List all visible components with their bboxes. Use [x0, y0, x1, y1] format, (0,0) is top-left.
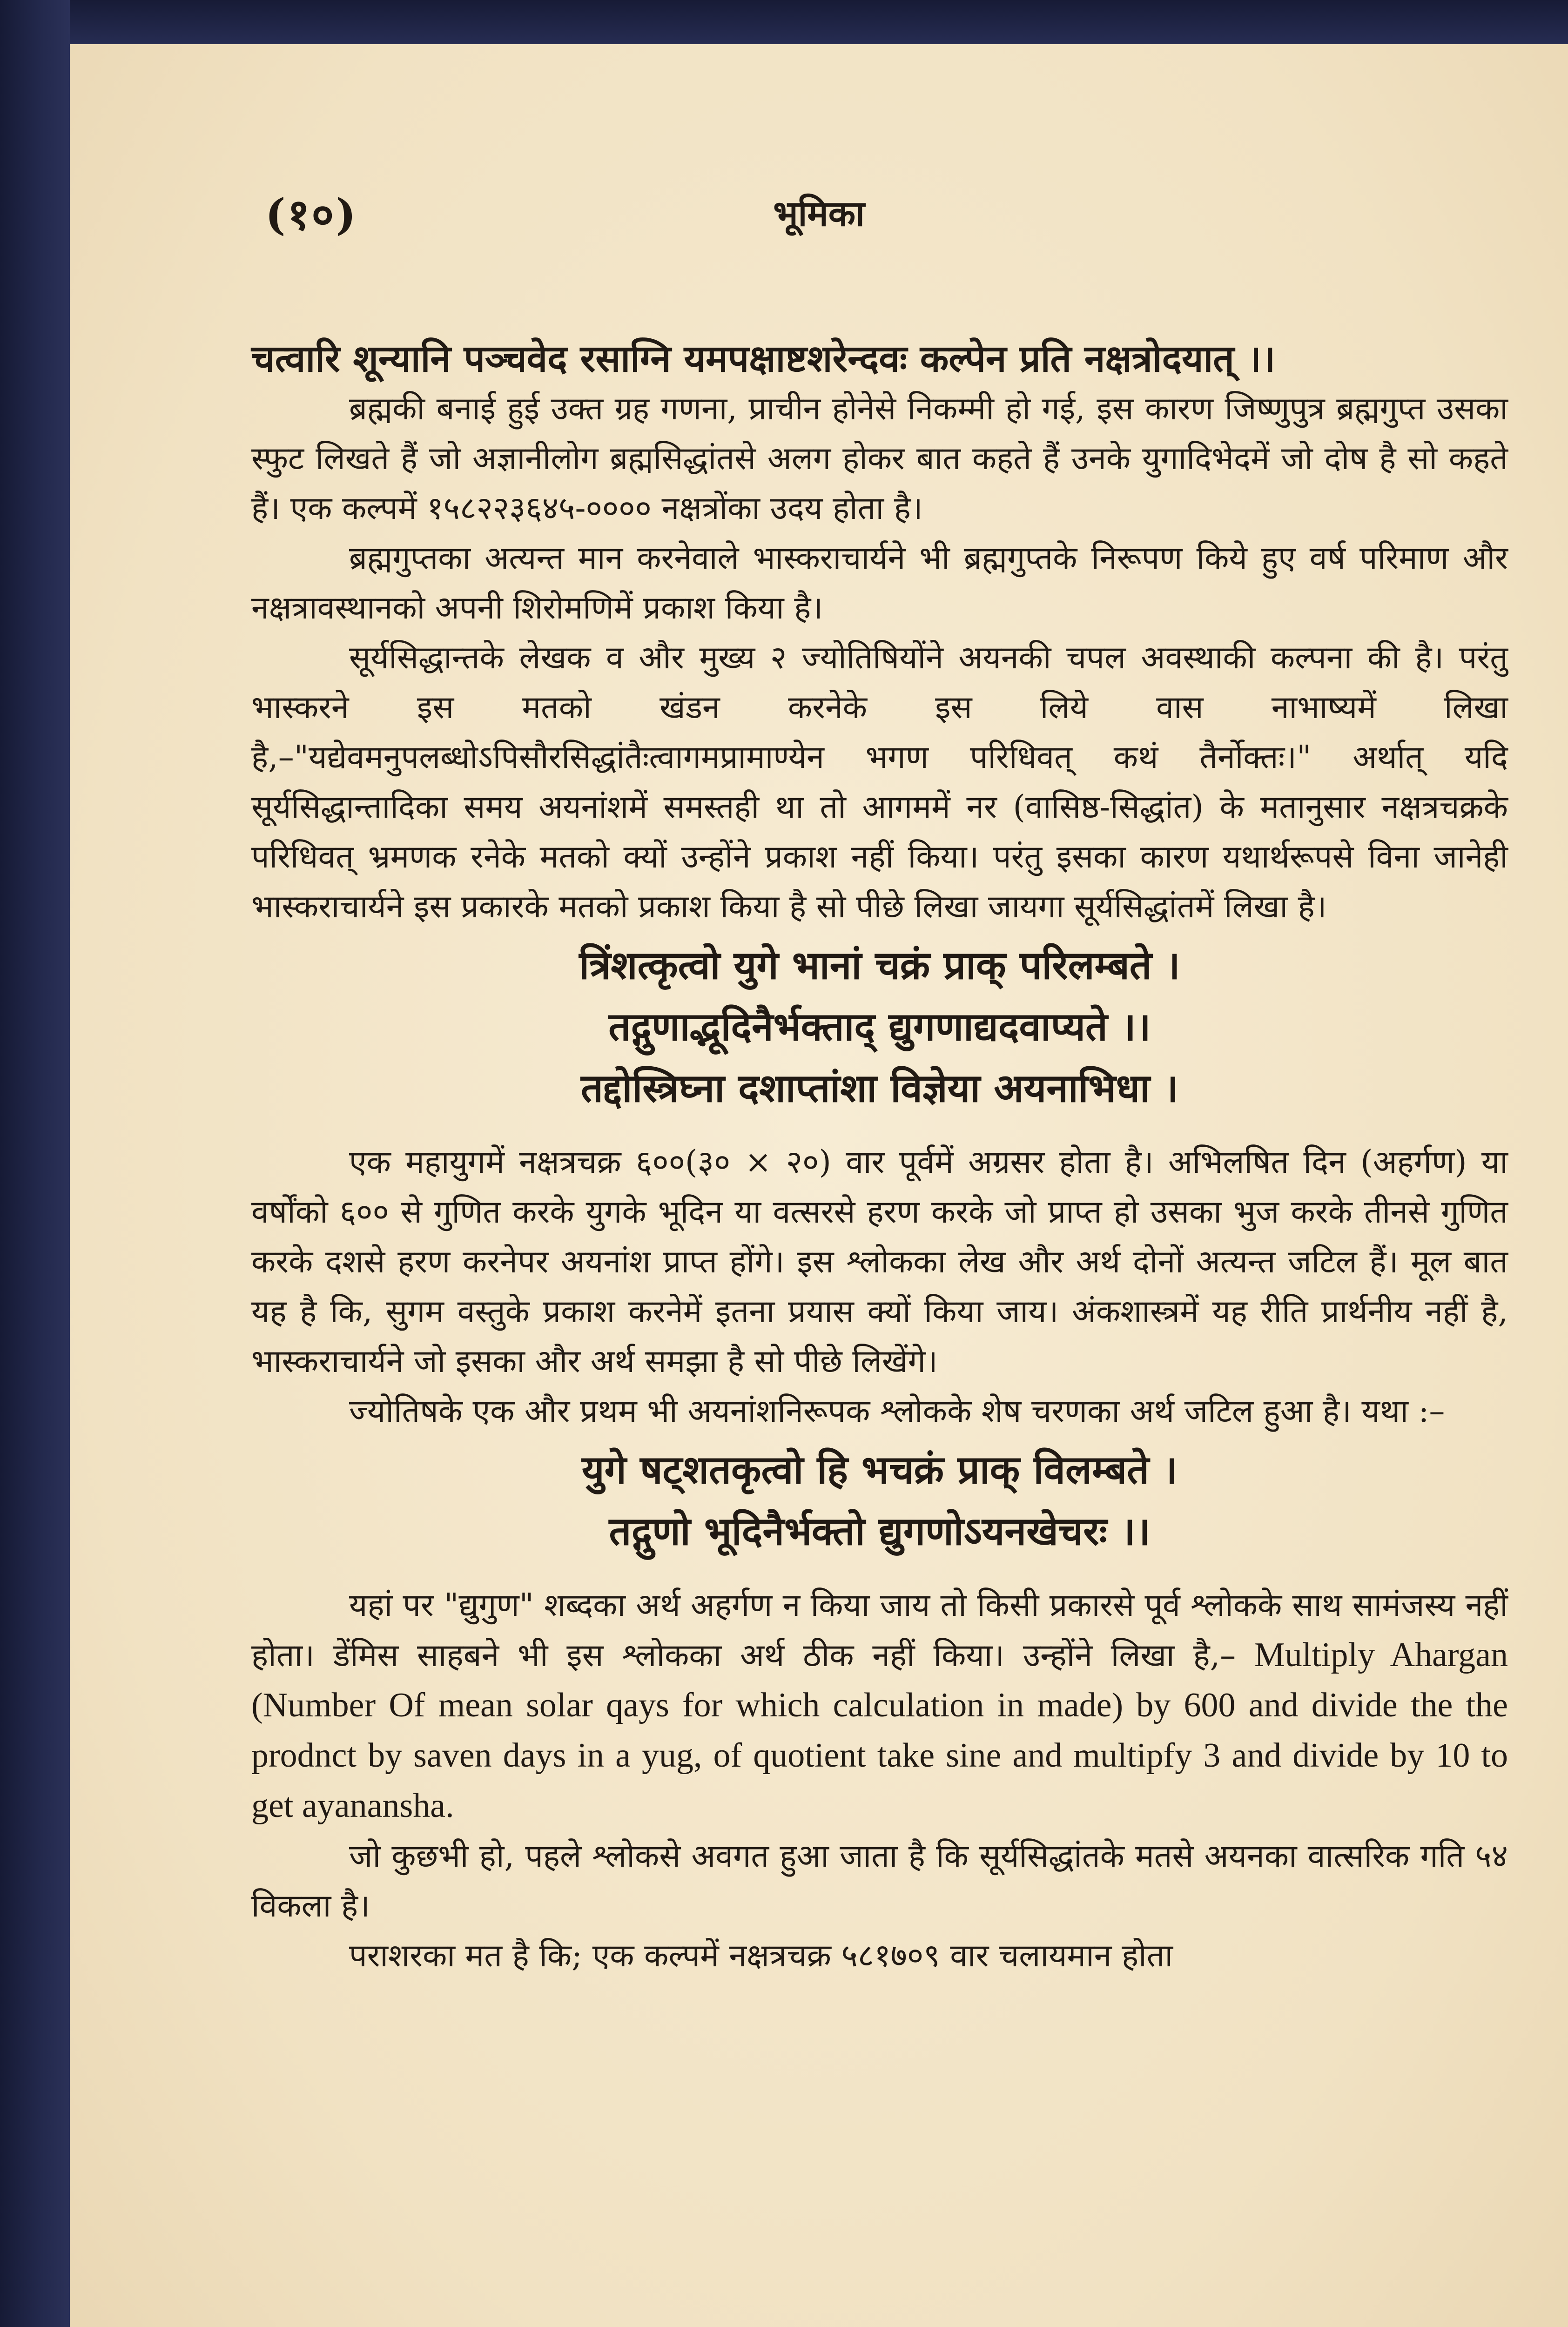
- verse-block-1: [251, 935, 1508, 1119]
- paragraph: ब्रह्मगुप्तका अत्यन्त मान करनेवाले भास्कराचार्यने भी ब्रह्मगुप्तके निरूपण किये हुए वर्ष परिमाण और नक्षत्रावस्थानको अपनी शिरोमणिमें प्रकाश किया है।: [251, 540, 1508, 626]
- verse-block-2: [251, 1439, 1508, 1562]
- opening-sloka: चत्वारि शून्यानि पञ्चवेद रसाग्नि यमपक्षाष्टशरेन्दवः कल्पेन प्रति नक्षत्रोदयात् ।।: [251, 336, 1276, 380]
- paragraph: सूर्यसिद्धान्तके लेखक व और मुख्य २ ज्योतिषियोंने अयनकी चपल अवस्थाकी कल्पना की है। परंतु भास्करने इस मतको खंडन करनेके इस लिये वास नाभाष्यमें लिखा है,–"यद्येवमनुपलब्धोऽपिसौरसिद्धांतैःत्वागमप्रामाण्येन भगण परिधिवत् कथं तैर्नोक्तः।" अर्थात् यदि सूर्यसिद्धान्तादिका समय अयनांशमें समस्तही था तो आगममें नर (वासिष्ठ-सिद्धांत) के मतानुसार नक्षत्रचक्रके परिधिवत् भ्रमणक रनेके मतको क्यों उन्होंने प्रकाश नहीं किया। परंतु इसका कारण यथार्थरूपसे विना जानेही भास्कराचार्यने इस प्रकारके मतको प्रकाश किया है सो पीछे लिखा जायगा सूर्यसिद्धांतमें लिखा है।: [251, 639, 1508, 925]
- paragraph: पराशरका मत है कि; एक कल्पमें नक्षत्रचक्र ५८१७०९ वार चलायमान होता: [349, 1937, 1173, 1974]
- book-binding-top: [0, 0, 1568, 44]
- running-title: भूमिका: [773, 193, 865, 234]
- mixed-language-paragraph: [251, 1580, 1508, 1831]
- page-content: [251, 333, 1508, 1981]
- paragraph: ज्योतिषके एक और प्रथम भी अयनांशनिरूपक श्लोकके शेष चरणका अर्थ जटिल हुआ है। यथा :–: [349, 1393, 1445, 1430]
- verse-line: तद्गुणाद्भूदिनैर्भक्ताद् द्युगणाद्यदवाप्यते ।।: [608, 1003, 1151, 1049]
- paragraph: जो कुछभी हो, पहले श्लोकसे अवगत हुआ जाता है कि सूर्यसिद्धांतके मतसे अयनका वात्सरिक गति ५४ विकला है।: [251, 1838, 1508, 1924]
- paragraph: ब्रह्मकी बनाई हुई उक्त ग्रह गणना, प्राचीन होनेसे निकम्मी हो गई, इस कारण जिष्णुपुत्र ब्रह्मगुप्त उसका स्फुट लिखते हैं जो अज्ञानीलोग ब्रह्मसिद्धांतसे अलग होकर बात कहते हैं उनके युगादिभेदमें जो दोष है सो कहते हैं। एक कल्पमें १५८२२३६४५-०००० नक्षत्रोंका उदय होता है।: [251, 390, 1508, 527]
- english-quote: Multiply Ahargan (Number Of mean solar qays for which calculation in made) by 600 and divide the the prodnct by saven days in a yug, of quotient take sine and multipfy 3 and divide by 10 to get ayanansha.: [251, 1636, 1508, 1825]
- verse-line: तद्गुणो भूदिनैर्भक्तो द्युगणोऽयनखेचरः ।।: [609, 1508, 1151, 1554]
- verse-line: त्रिंशत्कृत्वो युगे भानां चक्रं प्राक् परिलम्बते ।: [579, 942, 1180, 988]
- page-header: [70, 184, 1568, 258]
- page-number: (१०): [265, 189, 358, 240]
- devanagari-text: यहां पर "द्युगुण" शब्दका अर्थ अहर्गण न किया जाय तो किसी प्रकारसे पूर्व श्लोकके साथ सामंजस्य नहीं होता। डेंमिस साहबने भी इस श्लोकका अर्थ ठीक नहीं किया। उन्होंने लिखा है,–: [251, 1587, 1508, 1674]
- book-binding-left: [0, 0, 70, 2327]
- verse-line: युगे षट्शतकृत्वो हि भचक्रं प्राक् विलम्बते ।: [581, 1446, 1178, 1493]
- verse-line: तद्दोस्त्रिघ्ना दशाप्तांशा विज्ञेया अयनाभिधा ।: [581, 1065, 1178, 1111]
- paragraph: एक महायुगमें नक्षत्रचक्र ६००(३० × २०) वार पूर्वमें अग्रसर होता है। अभिलषित दिन (अहर्गण) या वर्षोंको ६०० से गुणित करके युगके भूदिन या वत्सरसे हरण करके जो प्राप्त हो उसका भुज करके तीनसे गुणित करके दशसे हरण करनेपर अयनांश प्राप्त होंगे। इस श्लोकका लेख और अर्थ दोनों अत्यन्त जटिल हैं। मूल बात यह है कि, सुगम वस्तुके प्रकाश करनेमें इतना प्रयास क्यों किया जाय। अंकशास्त्रमें यह रीति प्रार्थनीय नहीं है, भास्कराचार्यने जो इसका और अर्थ समझा है सो पीछे लिखेंगे।: [251, 1144, 1508, 1380]
- book-page: [70, 44, 1568, 2327]
